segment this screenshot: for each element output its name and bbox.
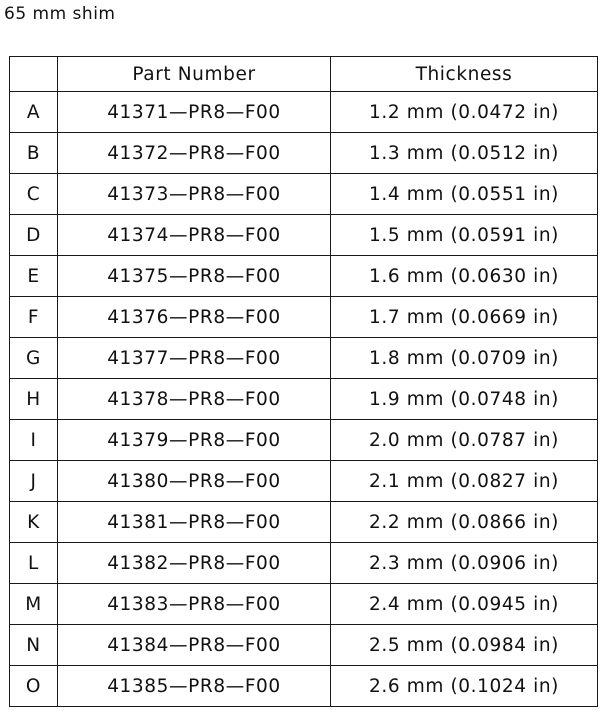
row-thickness: 2.3 mm (0.0906 in) bbox=[331, 543, 598, 584]
table-row bbox=[10, 215, 598, 256]
row-letter: O bbox=[10, 666, 58, 707]
row-part-number: 41376—PR8—F00 bbox=[58, 297, 331, 338]
row-part-number: 41382—PR8—F00 bbox=[58, 543, 331, 584]
row-part-number: 41384—PR8—F00 bbox=[58, 625, 331, 666]
row-thickness: 2.5 mm (0.0984 in) bbox=[331, 625, 598, 666]
row-part-number: 41372—PR8—F00 bbox=[58, 133, 331, 174]
row-thickness: 2.2 mm (0.0866 in) bbox=[331, 502, 598, 543]
row-part-number: 41381—PR8—F00 bbox=[58, 502, 331, 543]
row-letter: M bbox=[10, 584, 58, 625]
row-thickness: 1.8 mm (0.0709 in) bbox=[331, 338, 598, 379]
row-letter: B bbox=[10, 133, 58, 174]
header-thickness: Thickness bbox=[331, 57, 598, 92]
row-part-number: 41383—PR8—F00 bbox=[58, 584, 331, 625]
table-row bbox=[10, 338, 598, 379]
row-thickness: 2.4 mm (0.0945 in) bbox=[331, 584, 598, 625]
row-part-number: 41375—PR8—F00 bbox=[58, 256, 331, 297]
row-thickness: 1.2 mm (0.0472 in) bbox=[331, 92, 598, 133]
row-thickness: 1.4 mm (0.0551 in) bbox=[331, 174, 598, 215]
row-thickness: 1.3 mm (0.0512 in) bbox=[331, 133, 598, 174]
row-part-number: 41371—PR8—F00 bbox=[58, 92, 331, 133]
row-letter: C bbox=[10, 174, 58, 215]
table-row bbox=[10, 256, 598, 297]
table-row bbox=[10, 666, 598, 707]
row-thickness: 1.6 mm (0.0630 in) bbox=[331, 256, 598, 297]
row-part-number: 41380—PR8—F00 bbox=[58, 461, 331, 502]
row-part-number: 41379—PR8—F00 bbox=[58, 420, 331, 461]
table-row bbox=[10, 625, 598, 666]
row-thickness: 2.6 mm (0.1024 in) bbox=[331, 666, 598, 707]
row-part-number: 41377—PR8—F00 bbox=[58, 338, 331, 379]
row-letter: F bbox=[10, 297, 58, 338]
row-letter: H bbox=[10, 379, 58, 420]
row-letter: D bbox=[10, 215, 58, 256]
row-part-number: 41374—PR8—F00 bbox=[58, 215, 331, 256]
header-letter bbox=[10, 57, 58, 92]
table-row bbox=[10, 379, 598, 420]
row-part-number: 41378—PR8—F00 bbox=[58, 379, 331, 420]
table-row bbox=[10, 297, 598, 338]
table-row bbox=[10, 461, 598, 502]
table-row bbox=[10, 133, 598, 174]
row-part-number: 41385—PR8—F00 bbox=[58, 666, 331, 707]
row-thickness: 1.5 mm (0.0591 in) bbox=[331, 215, 598, 256]
header-part-number: Part Number bbox=[58, 57, 331, 92]
row-letter: K bbox=[10, 502, 58, 543]
row-letter: I bbox=[10, 420, 58, 461]
table-row bbox=[10, 584, 598, 625]
row-thickness: 1.7 mm (0.0669 in) bbox=[331, 297, 598, 338]
row-thickness: 2.1 mm (0.0827 in) bbox=[331, 461, 598, 502]
row-letter: J bbox=[10, 461, 58, 502]
table-header-row bbox=[10, 57, 598, 92]
table-row bbox=[10, 502, 598, 543]
row-letter: A bbox=[10, 92, 58, 133]
row-letter: E bbox=[10, 256, 58, 297]
table-row bbox=[10, 92, 598, 133]
page-title: 65 mm shim bbox=[4, 4, 116, 24]
row-part-number: 41373—PR8—F00 bbox=[58, 174, 331, 215]
shim-table bbox=[9, 56, 598, 707]
row-letter: G bbox=[10, 338, 58, 379]
table-row bbox=[10, 420, 598, 461]
row-letter: L bbox=[10, 543, 58, 584]
row-thickness: 1.9 mm (0.0748 in) bbox=[331, 379, 598, 420]
row-letter: N bbox=[10, 625, 58, 666]
row-thickness: 2.0 mm (0.0787 in) bbox=[331, 420, 598, 461]
table-row bbox=[10, 174, 598, 215]
table-row bbox=[10, 543, 598, 584]
